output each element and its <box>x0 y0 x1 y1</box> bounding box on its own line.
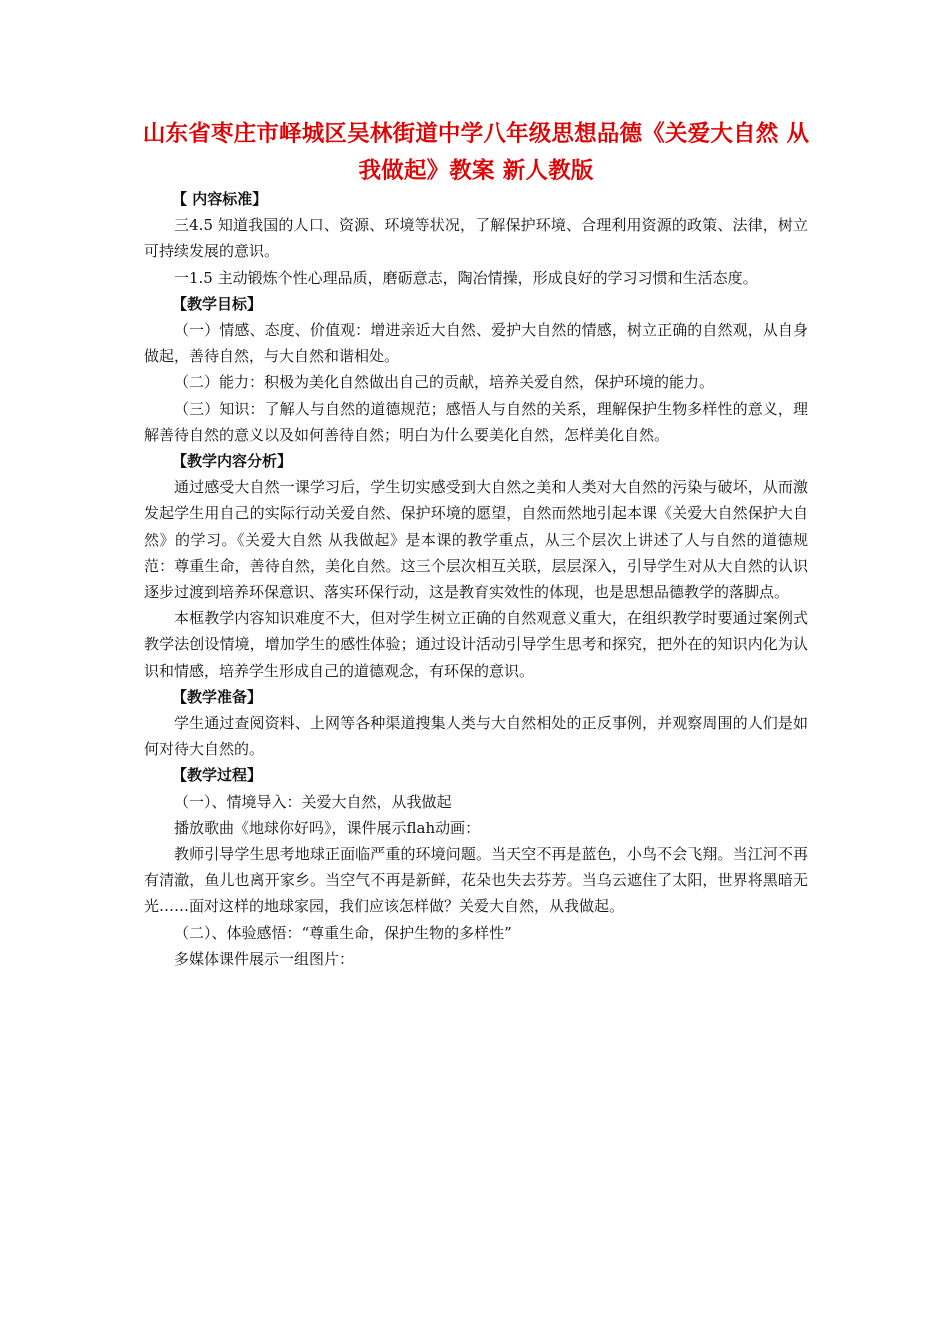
paragraph: （二）能力：积极为美化自然做出自己的贡献，培养关爱自然，保护环境的能力。 <box>174 373 715 392</box>
heading-content-standard: 【 内容标准】 <box>172 190 268 208</box>
document-body <box>144 186 808 972</box>
paragraph: 教师引导学生思考地球正面临严重的环境问题。当天空不再是蓝色，小鸟不会飞翔。当江河不再有清澈，鱼儿也离开家乡。当空气不再是新鲜，花朵也失去芬芳。当乌云遮住了太阳，世界将黑暗无光……面对这样的地球家园，我们应该怎样做？关爱大自然，从我做起。 <box>144 845 808 916</box>
paragraph: 通过感受大自然一课学习后，学生切实感受到大自然之美和人类对大自然的污染与破坏，从而激发起学生用自己的实际行动关爱自然、保护环境的愿望，自然而然地引起本课《关爱大自然保护大自然》的学习。《关爱大自然 从我做起》是本课的教学重点，从三个层次上讲述了人与自然的道德规范：尊重生命，善待自然，美化自然。这三个层次相互关联，层层深入，引导学生对从大自然的认识逐步过渡到培养环保意识、落实环保行动，这是教育实效性的体现，也是思想品德教学的落脚点。 <box>144 478 808 602</box>
title-line-1: 山东省枣庄市峄城区吴林街道中学八年级思想品德《关爱大自然 从 <box>142 121 810 147</box>
paragraph: 多媒体课件展示一组图片： <box>174 949 355 968</box>
paragraph: （三）知识：了解人与自然的道德规范；感悟人与自然的关系，理解保护生物多样性的意义，理解善待自然的意义以及如何善待自然；明白为什么要美化自然，怎样美化自然。 <box>144 399 808 444</box>
heading-teaching-preparation: 【教学准备】 <box>172 687 263 706</box>
paragraph: （一）情感、态度、价值观：增进亲近大自然、爱护大自然的情感，树立正确的自然观，从自身做起，善待自然，与大自然和谐相处。 <box>144 321 808 366</box>
heading-teaching-goals: 【教学目标】 <box>172 294 263 313</box>
document-title <box>140 116 812 190</box>
paragraph: 一1.5 主动锻炼个性心理品质，磨砺意志，陶冶情操，形成良好的学习习惯和生活态度。 <box>174 268 758 287</box>
title-line-2: 我做起》教案 新人教版 <box>358 158 594 184</box>
heading-teaching-process: 【教学过程】 <box>172 766 263 785</box>
paragraph: 本框教学内容知识难度不大，但对学生树立正确的自然观意义重大，在组织教学时要通过案例式教学法创设情境，增加学生的感性体验；通过设计活动引导学生思考和探究，把外在的知识内化为认识和情感，培养学生形成自己的道德观念，有环保的意识。 <box>144 609 808 680</box>
paragraph: 学生通过查阅资料、上网等各种渠道搜集人类与大自然相处的正反事例，并观察周围的人们是如何对待大自然的。 <box>144 714 808 759</box>
paragraph: （一）、情境导入：关爱大自然，从我做起 <box>174 792 452 811</box>
paragraph: 三4.5 知道我国的人口、资源、环境等状况，了解保护环境、合理利用资源的政策、法律，树立可持续发展的意识。 <box>144 216 808 261</box>
paragraph: （二）、体验感悟：“尊重生命，保护生物的多样性” <box>174 923 512 942</box>
paragraph: 播放歌曲《地球你好吗》，课件展示flah动画： <box>174 818 481 837</box>
heading-content-analysis: 【教学内容分析】 <box>172 452 293 471</box>
